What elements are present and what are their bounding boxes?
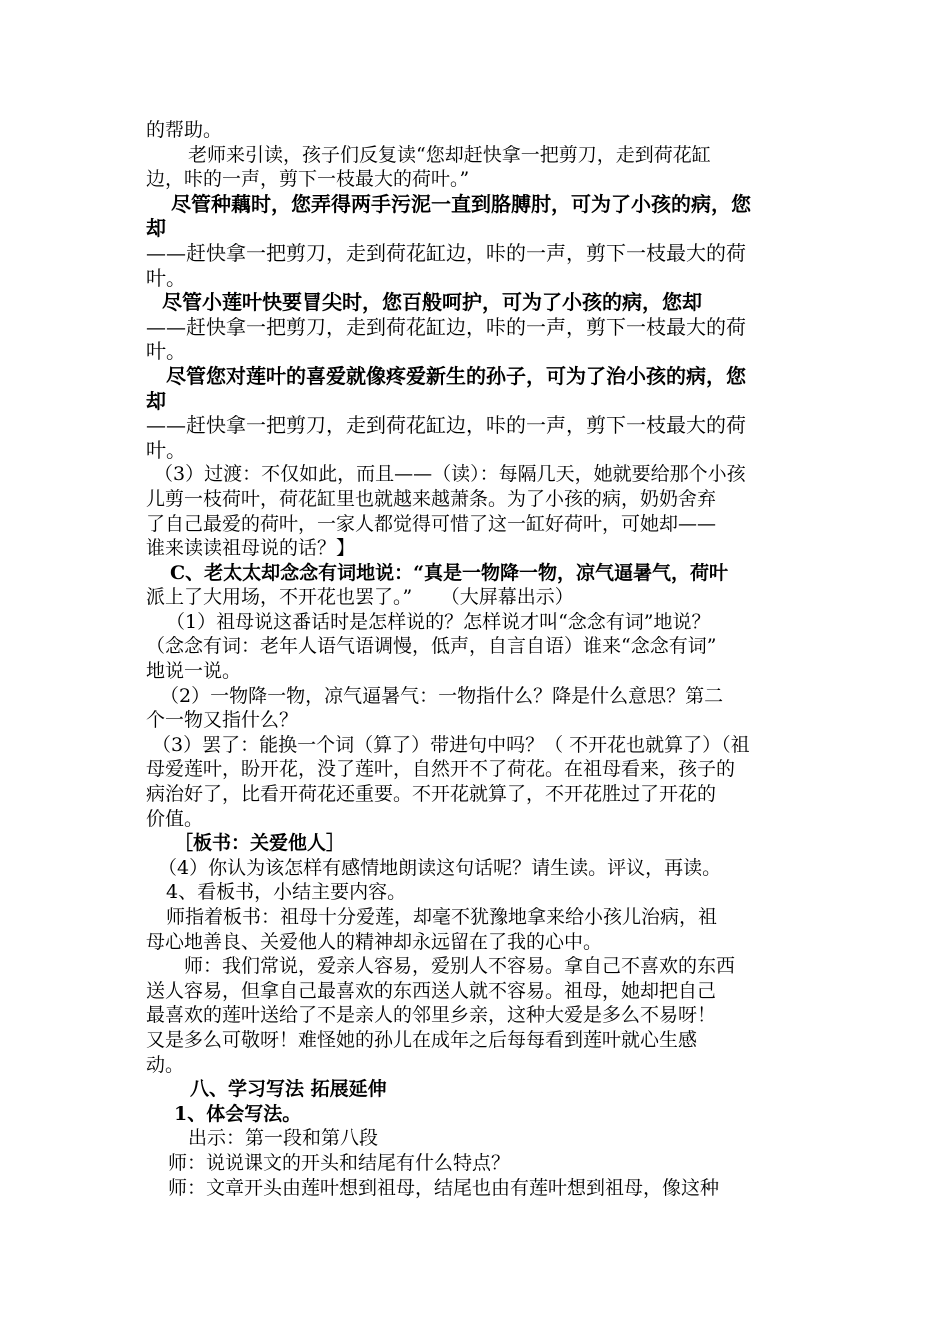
- text-line: ——赶快拿一把剪刀，走到荷花缸边，咔的一声，剪下一枝最大的荷: [146, 240, 746, 265]
- text-line: 的帮助。: [146, 119, 223, 141]
- text-line: （念念有词：老年人语气语调慢，低声，自言自语）谁来“念念有词”: [146, 635, 717, 658]
- text-line: （3）罢了：能换一个词（算了）带进句中吗？（ 不开花也就算了）（祖: [152, 733, 750, 756]
- text-line: 师：说说课文的开头和结尾有什么特点？: [168, 1151, 511, 1174]
- text-line: 叶。: [146, 437, 186, 462]
- text-line: （4）你认为该怎样有感情地朗读这句话呢？请生读。评议，再读。: [158, 856, 722, 879]
- text-line: 地说一说。: [146, 660, 242, 683]
- text-line: 尽管您对莲叶的喜爱就像疼爱新生的孙子，可为了治小孩的病，您: [166, 363, 746, 388]
- text-line: （2）一物降一物，凉气逼暑气：一物指什么？降是什么意思？第二: [160, 684, 724, 707]
- text-line: 了自己最爱的荷叶，一家人都觉得可惜了这一缸好荷叶，可她却——: [146, 512, 717, 535]
- text-line: 4、看板书，小结主要内容。: [166, 881, 407, 904]
- text-line: 叶。: [146, 265, 186, 290]
- text-line: 送人容易，但拿自己最喜欢的东西送人就不容易。祖母，她却把自己: [146, 979, 717, 1002]
- text-line: C、老太太却念念有词地说：“真是一物降一物，凉气逼暑气，荷叶: [170, 561, 729, 584]
- text-line: 病治好了，比看开荷花还重要。不开花就算了，不开花胜过了开花的: [146, 783, 717, 806]
- text-line: 尽管小莲叶快要冒尖时，您百般呵护，可为了小孩的病，您却: [162, 290, 702, 315]
- text-line: ——赶快拿一把剪刀，走到荷花缸边，咔的一声，剪下一枝最大的荷: [146, 314, 746, 339]
- text-line: 派上了大用场，不开花也罢了。” （大屏幕出示）: [146, 586, 574, 609]
- text-line: 母爱莲叶，盼开花，没了莲叶，自然开不了荷花。在祖母看来，孩子的: [146, 758, 736, 781]
- text-line: 叶。: [146, 339, 186, 364]
- document-page: [146, 118, 811, 1200]
- text-line: 师：我们常说，爱亲人容易，爱别人不容易。拿自己不喜欢的东西: [184, 955, 736, 978]
- text-line: 最喜欢的莲叶送给了不是亲人的邻里乡亲，这种大爱是多么不易呀！: [146, 1004, 717, 1027]
- text-line: 1、体会写法。: [174, 1102, 302, 1125]
- text-line: 师：文章开头由莲叶想到祖母，结尾也由有莲叶想到祖母，像这种: [168, 1176, 720, 1199]
- text-line: 老师来引读，孩子们反复读“您却赶快拿一把剪刀，走到荷花缸: [188, 143, 711, 166]
- text-line: 谁来读读祖母说的话？】: [146, 537, 356, 560]
- text-line: 又是多么可敬呀！难怪她的孙儿在成年之后每每看到莲叶就心生感: [146, 1028, 698, 1051]
- text-line: ——赶快拿一把剪刀，走到荷花缸边，咔的一声，剪下一枝最大的荷: [146, 413, 746, 438]
- text-line: 却: [146, 216, 166, 241]
- text-line: 师指着板书：祖母十分爱莲，却毫不犹豫地拿来给小孩儿治病，祖: [166, 906, 718, 928]
- text-line: 八、学习写法 拓展延伸: [190, 1078, 387, 1101]
- text-line: （3）过渡：不仅如此，而且——（读）：每隔几天，她就要给那个小孩: [154, 463, 746, 486]
- text-line: 边，咔的一声，剪下一枝最大的荷叶。”: [146, 168, 470, 191]
- text-line: 尽管种藕时，您弄得两手污泥一直到胳膊肘，可为了小孩的病，您: [171, 191, 751, 216]
- text-line: 母心地善良、关爱他人的精神却永远留在了我的心中。: [146, 930, 603, 953]
- text-line: 价值。: [146, 807, 204, 830]
- text-line: 却: [146, 388, 166, 413]
- text-line: ［板书：关爱他人］: [174, 832, 346, 855]
- text-line: 儿剪一枝荷叶，荷花缸里也就越来越萧条。为了小孩的病，奶奶舍弃: [146, 487, 717, 510]
- text-line: 出示：第一段和第八段: [188, 1127, 379, 1150]
- text-line: 个一物又指什么？: [146, 709, 299, 732]
- text-line: 动。: [146, 1053, 185, 1076]
- text-line: （1）祖母说这番话时是怎样说的？怎样说才叫“念念有词”地说？: [166, 610, 711, 633]
